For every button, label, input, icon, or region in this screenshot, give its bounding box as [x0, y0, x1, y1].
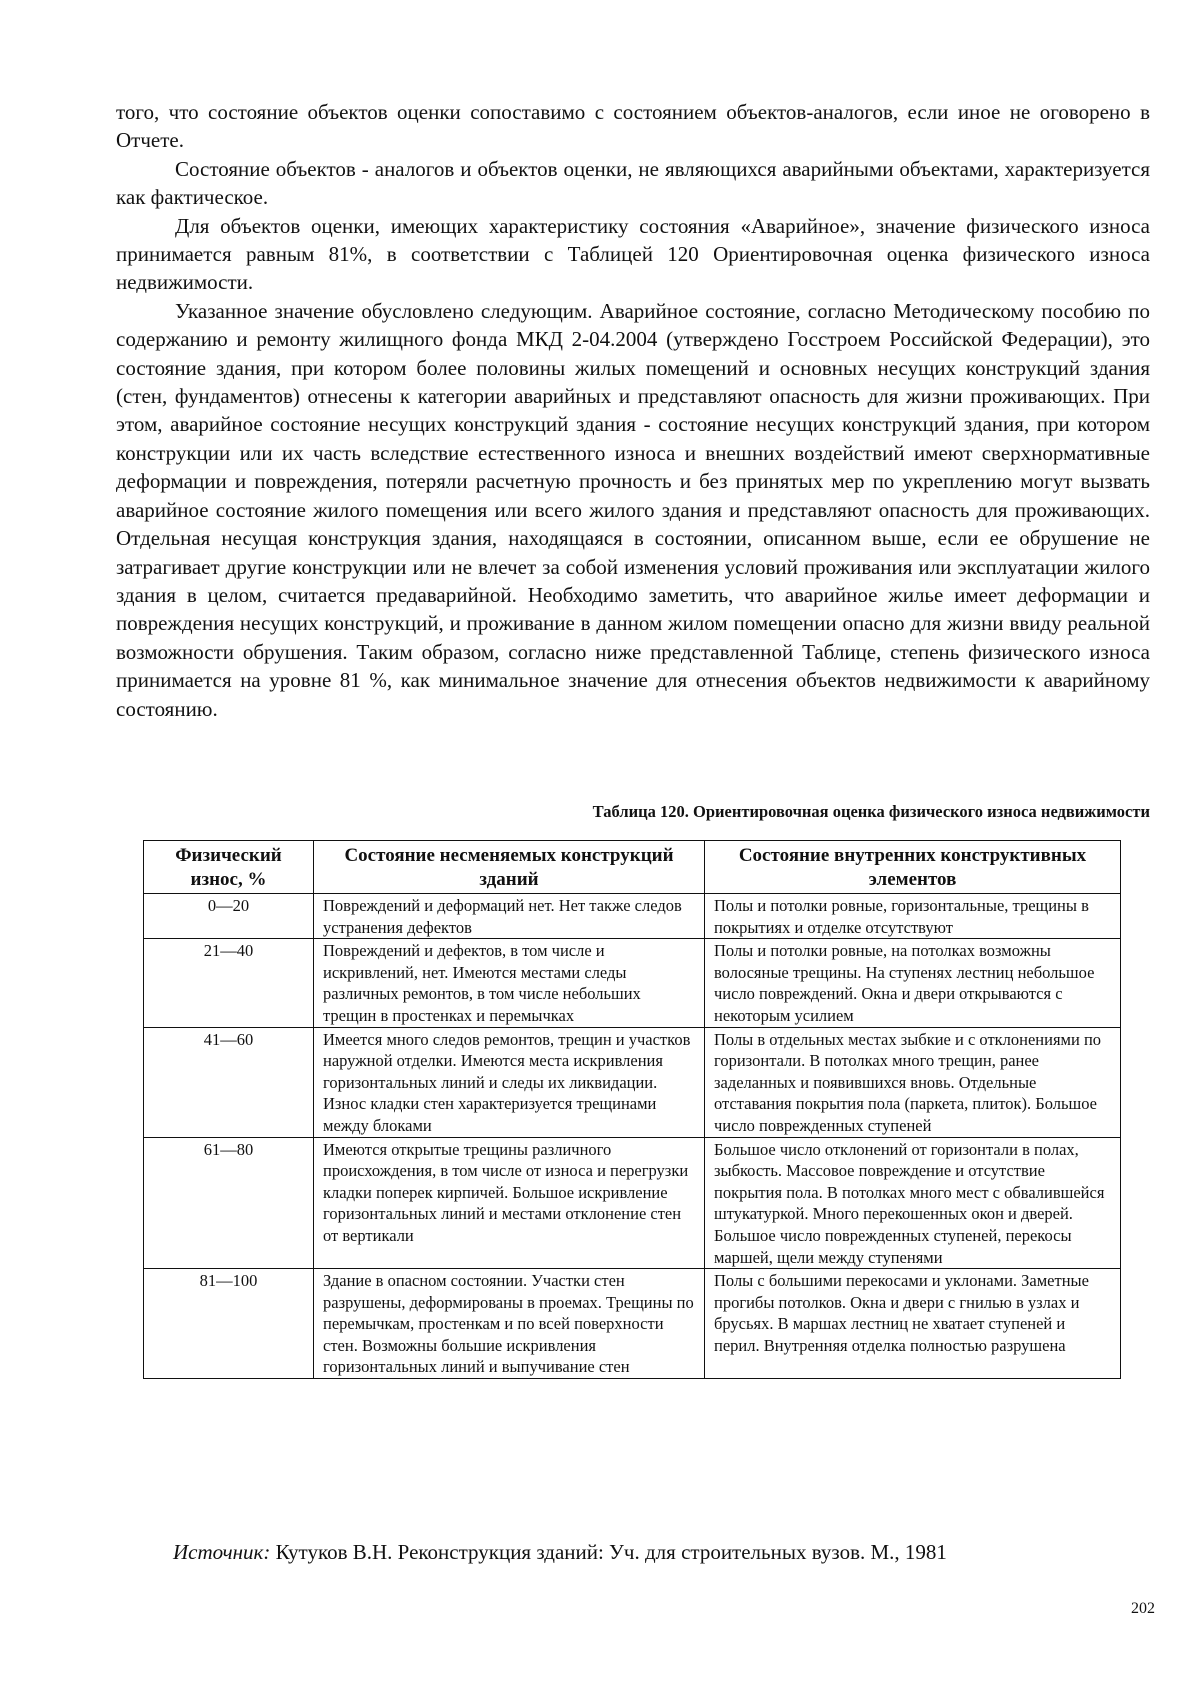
structural-condition-cell: Повреждений и дефектов, в том числе и искривлений, нет. Имеются местами следы различных ремонтов, в том числе небольших трещин в простенках и перемычках	[314, 939, 705, 1027]
table-caption: Таблица 120. Ориентировочная оценка физического износа недвижимости	[592, 802, 1150, 821]
source-label: Источник:	[173, 1540, 271, 1564]
paragraph-continuation: того, что состояние объектов оценки сопоставимо с состоянием объектов-аналогов, если иное не оговорено в Отчете.	[116, 100, 1150, 153]
page-number: 202	[1131, 1600, 1155, 1617]
physical-wear-table	[143, 840, 1121, 1379]
internal-condition-cell: Полы с большими перекосами и уклонами. Заметные прогибы потолков. Окна и двери с гнилью в узлах и брусьях. В маршах лестниц не хватает ступеней и перил. Внутренняя отделка полностью разрушена	[705, 1269, 1121, 1379]
internal-condition-cell: Полы и потолки ровные, на потолках возможны волосяные трещины. На ступенях лестниц небольшое число повреждений. Окна и двери открываются с некоторым усилием	[705, 939, 1121, 1027]
header-wear-percent: Физический износ, %	[144, 841, 314, 894]
source-citation: Кутуков В.Н. Реконструкция зданий: Уч. для строительных вузов. М., 1981	[270, 1540, 947, 1564]
table-row	[144, 939, 1121, 1027]
table-row	[144, 1137, 1121, 1269]
table-header-row	[144, 841, 1121, 894]
table-row	[144, 1269, 1121, 1379]
structural-condition-cell: Здание в опасном состоянии. Участки стен разрушены, деформированы в проемах. Трещины по перемычкам, простенкам и по всей поверхности стен. Возможны большие искривления горизонтальных линий и выпучивание стен	[314, 1269, 705, 1379]
source-note	[173, 1540, 947, 1565]
table-row	[144, 894, 1121, 939]
wear-range-cell: 41—60	[144, 1027, 314, 1137]
internal-condition-cell: Большое число отклонений от горизонтали в полах, зыбкость. Массовое повреждение и отсутствие покрытия пола. В потолках много мест с обвалившейся штукатуркой. Много перекошенных окон и дверей. Большое число поврежденных ступеней, перекосы маршей, щели между ступенями	[705, 1137, 1121, 1269]
structural-condition-cell: Имеется много следов ремонтов, трещин и участков наружной отделки. Имеются места искривления горизонтальных линий и следы их ликвидации. Износ кладки стен характеризуется трещинами между блоками	[314, 1027, 705, 1137]
header-internal-condition: Состояние внутренних конструктивных элементов	[705, 841, 1121, 894]
table-row	[144, 1027, 1121, 1137]
wear-range-cell: 0—20	[144, 894, 314, 939]
wear-range-cell: 81—100	[144, 1269, 314, 1379]
wear-range-cell: 21—40	[144, 939, 314, 1027]
structural-condition-cell: Повреждений и деформаций нет. Нет также следов устранения дефектов	[314, 894, 705, 939]
body-text	[116, 98, 1150, 723]
paragraph-emergency-wear: Для объектов оценки, имеющих характеристику состояния «Аварийное», значение физического износа принимается равным 81%, в соответствии с Таблицей 120 Ориентировочная оценка физического износа недвижимости.	[116, 213, 1150, 295]
internal-condition-cell: Полы и потолки ровные, горизонтальные, трещины в покрытиях и отделке отсутствуют	[705, 894, 1121, 939]
paragraph-analog-condition: Состояние объектов - аналогов и объектов оценки, не являющихся аварийными объектами, характеризуется как фактическое.	[116, 156, 1150, 210]
wear-range-cell: 61—80	[144, 1137, 314, 1269]
header-structural-condition: Состояние несменяемых конструкций зданий	[314, 841, 705, 894]
internal-condition-cell: Полы в отдельных местах зыбкие и с отклонениями по горизонтали. В потолках много трещин, ранее заделанных и появившихся вновь. Отдельные отставания покрытия пола (паркета, плиток). Большое число поврежденных ступеней	[705, 1027, 1121, 1137]
paragraph-justification: Указанное значение обусловлено следующим. Аварийное состояние, согласно Методическому пособию по содержанию и ремонту жилищного фонда МКД 2-04.2004 (утверждено Госстроем Российской Федерации), это состояние здания, при котором более половины жилых помещений и основных несущих конструкций здания (стен, фундаментов) отнесены к категории аварийных и представляют опасность для жизни проживающих. При этом, аварийное состояние несущих конструкций здания - состояние несущих конструкций здания, при котором конструкции или их часть вследствие естественного износа и внешних воздействий имеют сверхнормативные деформации и повреждения, потеряли расчетную прочность и без принятых мер по укреплению могут вызвать аварийное состояние жилого помещения или всего жилого здания и представляют опасность для проживающих. Отдельная несущая конструкция здания, находящаяся в состоянии, описанном выше, если ее обрушение не затрагивает другие конструкции или не влечет за собой изменения условий проживания или эксплуатации жилого здания в целом, считается предаварийной. Необходимо заметить, что аварийное жилье имеет деформации и повреждения несущих конструкций, и проживание в данном жилом помещении опасно для жизни ввиду реальной возможности обрушения. Таким образом, согласно ниже представленной Таблице, степень физического износа принимается на уровне 81 %, как минимальное значение для отнесения объектов недвижимости к аварийному состоянию.	[116, 298, 1150, 721]
structural-condition-cell: Имеются открытые трещины различного происхождения, в том числе от износа и перегрузки кладки поперек кирпичей. Большое искривление горизонтальных линий и местами отклонение стен от вертикали	[314, 1137, 705, 1269]
